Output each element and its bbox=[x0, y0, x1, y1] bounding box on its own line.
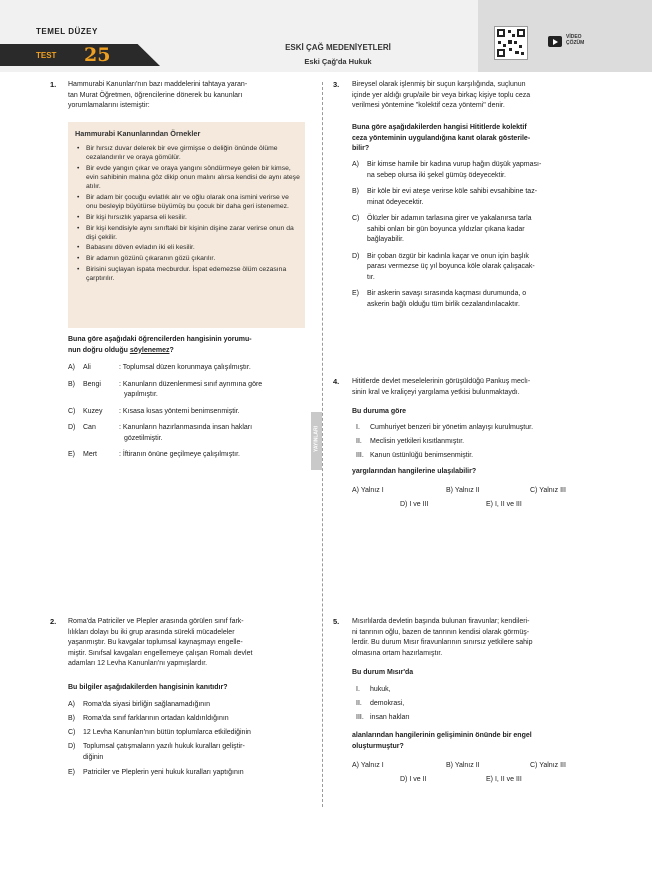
q5-passage-line: lerdir. Bu durum Mısır firavunlarının sınırsız yetkilere sahip bbox=[352, 639, 533, 646]
q1-option-name: Ali bbox=[83, 364, 91, 371]
video-play-icon[interactable] bbox=[548, 36, 562, 47]
q1-option-text: : Kanunların hazırlanmasında insan hakları bbox=[119, 424, 253, 431]
q1-number: 1. bbox=[50, 80, 57, 89]
q4-answer-a[interactable]: A) Yalnız I bbox=[352, 487, 384, 494]
q5-item-text: insan hakları bbox=[370, 714, 410, 721]
video-label-2: ÇÖZÜM bbox=[566, 40, 585, 46]
q1-law-box bbox=[68, 122, 305, 328]
q1-stem-end: ? bbox=[169, 346, 174, 354]
q1-stem-negation: söylenemez bbox=[129, 346, 170, 354]
q3-option-line: askerin bağlı olduğu tüm birlik cezalandırılacaktır. bbox=[367, 300, 520, 308]
q3-passage-line: Bireysel olarak işlenmiş bir suçun karşılığında, suçlunun bbox=[352, 81, 526, 88]
q2-number: 2. bbox=[50, 617, 57, 626]
q3-option-letter: D) bbox=[352, 252, 360, 260]
column-divider bbox=[322, 82, 323, 807]
q5-item-roman: III. bbox=[356, 714, 364, 721]
q5-answer-e[interactable]: E) I, II ve III bbox=[486, 776, 522, 783]
test-bar bbox=[0, 44, 160, 66]
q4-answer-c[interactable]: C) Yalnız III bbox=[530, 487, 566, 494]
q3-option-line: parası vermezse üç yıl boyunca köle olarak çalışacak- bbox=[367, 263, 535, 270]
q4-stem: yargılarından hangilerine ulaşılabilir? bbox=[352, 468, 477, 475]
q1-box-title: Hammurabi Kanunlarından Örnekler bbox=[75, 129, 201, 138]
q2-option-letter: B) bbox=[68, 715, 75, 722]
q1-bullet-item: • Bir hırsız duvar delerek bir eve girmişse o deliğin önünde ölüme cezalandırılır ve oraya gömülür. bbox=[77, 144, 301, 163]
q2-option-text-cont: diğinin bbox=[83, 753, 104, 761]
q1-bullet-item: • Bir kişi hırsızlık yaparsa eli kesilir. bbox=[77, 213, 301, 222]
q1-option-text: : Kısasa kısas yöntemi benimsenmiştir. bbox=[119, 407, 240, 415]
q4-passage-line: sinin kral ve kraliçeyi yargılama yetkisi bulunmaktaydı. bbox=[352, 388, 520, 396]
test-number: 25 bbox=[84, 44, 111, 66]
q4-item-roman: I. bbox=[356, 424, 360, 431]
q3-stem-line: bilir? bbox=[352, 145, 370, 152]
level-label: TEMEL DÜZEY bbox=[36, 27, 98, 36]
q4-item-text: Kanun üstünlüğü benimsenmiştir. bbox=[370, 452, 474, 459]
q5-answer-a[interactable]: A) Yalnız I bbox=[352, 762, 384, 769]
q3-stem-line: Buna göre aşağıdakilerden hangisi Hititlerde kolektif bbox=[352, 124, 527, 131]
q5-stem-line: alanlarından hangilerinin gelişiminin önünde bir engel bbox=[352, 732, 532, 739]
q1-bullet-item: • Bir kişi kendisiyle aynı sınıftaki bir kişinin dişine zarar verirse onun da dişi çekilir. bbox=[77, 224, 301, 243]
q2-option-letter: E) bbox=[68, 769, 75, 776]
q2-passage bbox=[68, 617, 308, 670]
q3-passage-line: verilmesi yöntemine "kolektif ceza yöntemi" denir. bbox=[352, 102, 505, 109]
q3-number: 3. bbox=[333, 80, 340, 89]
q5-stem-line: oluşturmuştur? bbox=[352, 742, 404, 750]
q4-answer-b[interactable]: B) Yalnız II bbox=[446, 487, 480, 494]
q4-answer-e[interactable]: E) I, II ve III bbox=[486, 501, 522, 508]
video-label-1: VİDEO bbox=[566, 34, 582, 40]
q1-bullet-list bbox=[77, 144, 301, 285]
q5-item-text: demokrasi, bbox=[370, 700, 405, 707]
q5-item-text: hukuk, bbox=[370, 686, 391, 693]
q2-passage-line: lılıkları dolayı bu iki grup arasında sürekli mücadeleler bbox=[68, 628, 235, 636]
q1-option-letter: D) bbox=[68, 424, 76, 431]
test-label: TEST bbox=[36, 51, 57, 60]
q5-answer-c[interactable]: C) Yalnız III bbox=[530, 762, 566, 769]
q3-option-letter: A) bbox=[352, 161, 359, 168]
q4-passage-line: Hititlerde devlet meselelerinin görüşüldüğü Pankuş meclı- bbox=[352, 378, 531, 385]
q1-option-text-cont: yapılmıştır. bbox=[124, 391, 158, 398]
publisher-side-text: YAYINLARI bbox=[313, 425, 320, 453]
q1-option-text: : Kanunların düzenlenmesi sınıf ayrımına göre bbox=[119, 380, 263, 388]
q4-item-roman: II. bbox=[356, 438, 362, 445]
q1-intro bbox=[68, 80, 306, 112]
q1-stem-line bbox=[68, 346, 308, 357]
q5-item-roman: II. bbox=[356, 700, 362, 707]
q3-option-letter: C) bbox=[352, 215, 360, 222]
q2-stem: Bu bilgiler aşağıdakilerden hangisinin kanıtıdır? bbox=[68, 684, 228, 691]
q3-option-line: bağlayabilir. bbox=[367, 236, 404, 243]
q4-item-text: Cumhuriyet benzeri bir yönetim anlayışı kurulmuştur. bbox=[370, 424, 534, 431]
q2-option-letter: D) bbox=[68, 743, 76, 750]
unit-subtitle: Eski Çağ'da Hukuk bbox=[304, 57, 372, 66]
q1-option-text-cont: gözetilmiştir. bbox=[124, 434, 163, 442]
q4-number: 4. bbox=[333, 377, 340, 386]
q1-option-letter: A) bbox=[68, 364, 75, 371]
q5-passage-line: ni tanrının oğlu, bazen de tanrının kendisi olarak görmüş- bbox=[352, 628, 530, 636]
q4-item-text: Meclisin yetkileri kısıtlanmıştır. bbox=[370, 438, 465, 445]
q3-option-line: minat ödeyecektir. bbox=[367, 198, 424, 206]
q2-passage-line: Roma'da Patriciler ve Plepler arasında görülen sınıf fark- bbox=[68, 618, 244, 625]
q2-passage-line: yaşanmıştır. Bu kavgalar toplumsal kaynaşmayı engelle- bbox=[68, 639, 243, 646]
q4-passage bbox=[352, 377, 592, 398]
q3-option-line: Bir çoban özgür bir kadınla kaçar ve onun için başlık bbox=[367, 252, 529, 260]
q1-option-letter: E) bbox=[68, 451, 75, 458]
q5-item-roman: I. bbox=[356, 686, 360, 693]
q3-option-line: Bir askerin savaşı sırasında kaçması durumunda, o bbox=[367, 290, 527, 297]
q3-option-line: Ölüzler bir adamın tarlasına girer ve yakalanırsa tarla bbox=[367, 215, 532, 222]
q1-option-letter: B) bbox=[68, 380, 75, 388]
q2-option-text: 12 Levha Kanunları'nın bütün toplumlarca etkilediğinin bbox=[83, 729, 251, 736]
q2-option-text: Roma'da siyasi birliğin sağlanamadığının bbox=[83, 701, 211, 708]
q1-stem-part: nun doğru olduğu bbox=[68, 346, 130, 354]
q3-option-line: Bir kimse hamile bir kadına vurup hağın düşük yapması- bbox=[367, 161, 542, 168]
qr-code-icon[interactable] bbox=[494, 26, 528, 60]
q1-bullet-item: • Babasını döven evladın iki eli kesilir. bbox=[77, 243, 301, 252]
q1-option-text: : Toplumsal düzen korunmaya çalışılmıştır. bbox=[119, 364, 251, 371]
q5-number: 5. bbox=[333, 617, 340, 626]
q3-option-letter: E) bbox=[352, 290, 359, 297]
q2-option-text: Roma'da sınıf farklarının ortadan kaldırıldığının bbox=[83, 715, 229, 722]
q2-option-letter: C) bbox=[68, 729, 76, 736]
q4-answer-d[interactable]: D) I ve III bbox=[400, 501, 429, 508]
q5-passage-line: olmasına ortam hazırlamıştır. bbox=[352, 649, 443, 657]
publisher-side-tab bbox=[311, 412, 322, 470]
q1-bullet-item: • Bir evde yangın çıkar ve oraya yangını söndürmeye gelen bir kimse, evin sahibinin malına göz dikip onun malını alırsa kendisi de aynı ateşe atılır. bbox=[77, 164, 301, 192]
q5-lead: Bu durum Mısır'da bbox=[352, 669, 414, 676]
q5-passage bbox=[352, 617, 592, 659]
q1-stem-line: Buna göre aşağıdaki öğrencilerden hangisinin yorumu- bbox=[68, 336, 252, 343]
q3-option-line: sahibi onları bir gün boyunca yıldızlar çıkana kadar bbox=[367, 225, 525, 233]
q3-passage-line: içinde yer aldığı grup/aile bir veya birkaç kişiye toplu ceza bbox=[352, 91, 531, 99]
q1-option-text: : İftiranın önüne geçilmeye çalışılmıştır. bbox=[119, 451, 240, 458]
q2-option-text: Patriciler ve Pleplerin yeni hukuk kuralları yaptığının bbox=[83, 769, 244, 776]
unit-title: ESKİ ÇAĞ MEDENİYETLERİ bbox=[285, 43, 391, 52]
q3-option-line: Bir köle bir evi ateşe verirse köle sahibi evsahibine taz- bbox=[367, 188, 538, 195]
q1-option-name: Mert bbox=[83, 451, 97, 458]
q1-option-name: Bengi bbox=[83, 380, 101, 388]
q5-stem bbox=[352, 731, 592, 752]
q2-passage-line: adamları 12 Levha Kanunları'nı yapmışlardır. bbox=[68, 660, 208, 667]
q2-option-letter: A) bbox=[68, 701, 75, 708]
q2-passage-line: miştir. Sınıfsal kavgaları engellemeye çalışan Romalı devlet bbox=[68, 649, 253, 657]
q3-passage bbox=[352, 80, 592, 112]
q1-option-name: Kuzey bbox=[83, 407, 103, 415]
q1-option-letter: C) bbox=[68, 407, 76, 415]
q1-bullet-item: • Bir adam bir çocuğu evlatlık alır ve oğlu olarak ona ismini verirse ve onu besleyip büyütürse büyümüş bu çocuk bir daha geri istenemez. bbox=[77, 193, 301, 212]
q3-option-line: na sebep olursa iki şekel gümüş ödeyecektir. bbox=[367, 171, 506, 179]
q1-intro-line: Hammurabi Kanunları'nın bazı maddelerini tahtaya yaran- bbox=[68, 81, 248, 88]
q3-option-line: tır. bbox=[367, 273, 375, 281]
q1-stem bbox=[68, 335, 308, 356]
q3-stem-line: ceza yönteminin uygulandığına kanıt olarak gösterile- bbox=[352, 134, 531, 142]
q1-intro-line: yorumlamalarını istemiştir: bbox=[68, 102, 150, 109]
q1-bullet-item: • Birisini suçlayan ispata mecburdur. İspat edemezse ölüm cezasına çarptırılır. bbox=[77, 265, 301, 284]
q5-answer-b[interactable]: B) Yalnız II bbox=[446, 762, 480, 769]
q1-intro-line: tan Murat Öğretmen, öğrencilerine dönerek bu kanunları bbox=[68, 91, 243, 99]
q4-item-roman: III. bbox=[356, 452, 364, 459]
q5-passage-line: Mısırlılarda devletin başında bulunan firavunlar; kendileri- bbox=[352, 618, 530, 625]
q1-option-name: Can bbox=[83, 424, 96, 431]
q4-lead: Bu duruma göre bbox=[352, 408, 407, 415]
q1-bullet-item: • Bir adamın gözünü çıkaranın gözü çıkarılır. bbox=[77, 254, 301, 263]
q2-option-text: Toplumsal çatışmaların yazılı hukuk kuralları geliştir- bbox=[83, 743, 245, 750]
q3-stem bbox=[352, 123, 592, 155]
video-solution-label[interactable] bbox=[566, 34, 584, 46]
q3-option-letter: B) bbox=[352, 188, 359, 195]
q5-answer-d[interactable]: D) I ve II bbox=[400, 776, 427, 783]
